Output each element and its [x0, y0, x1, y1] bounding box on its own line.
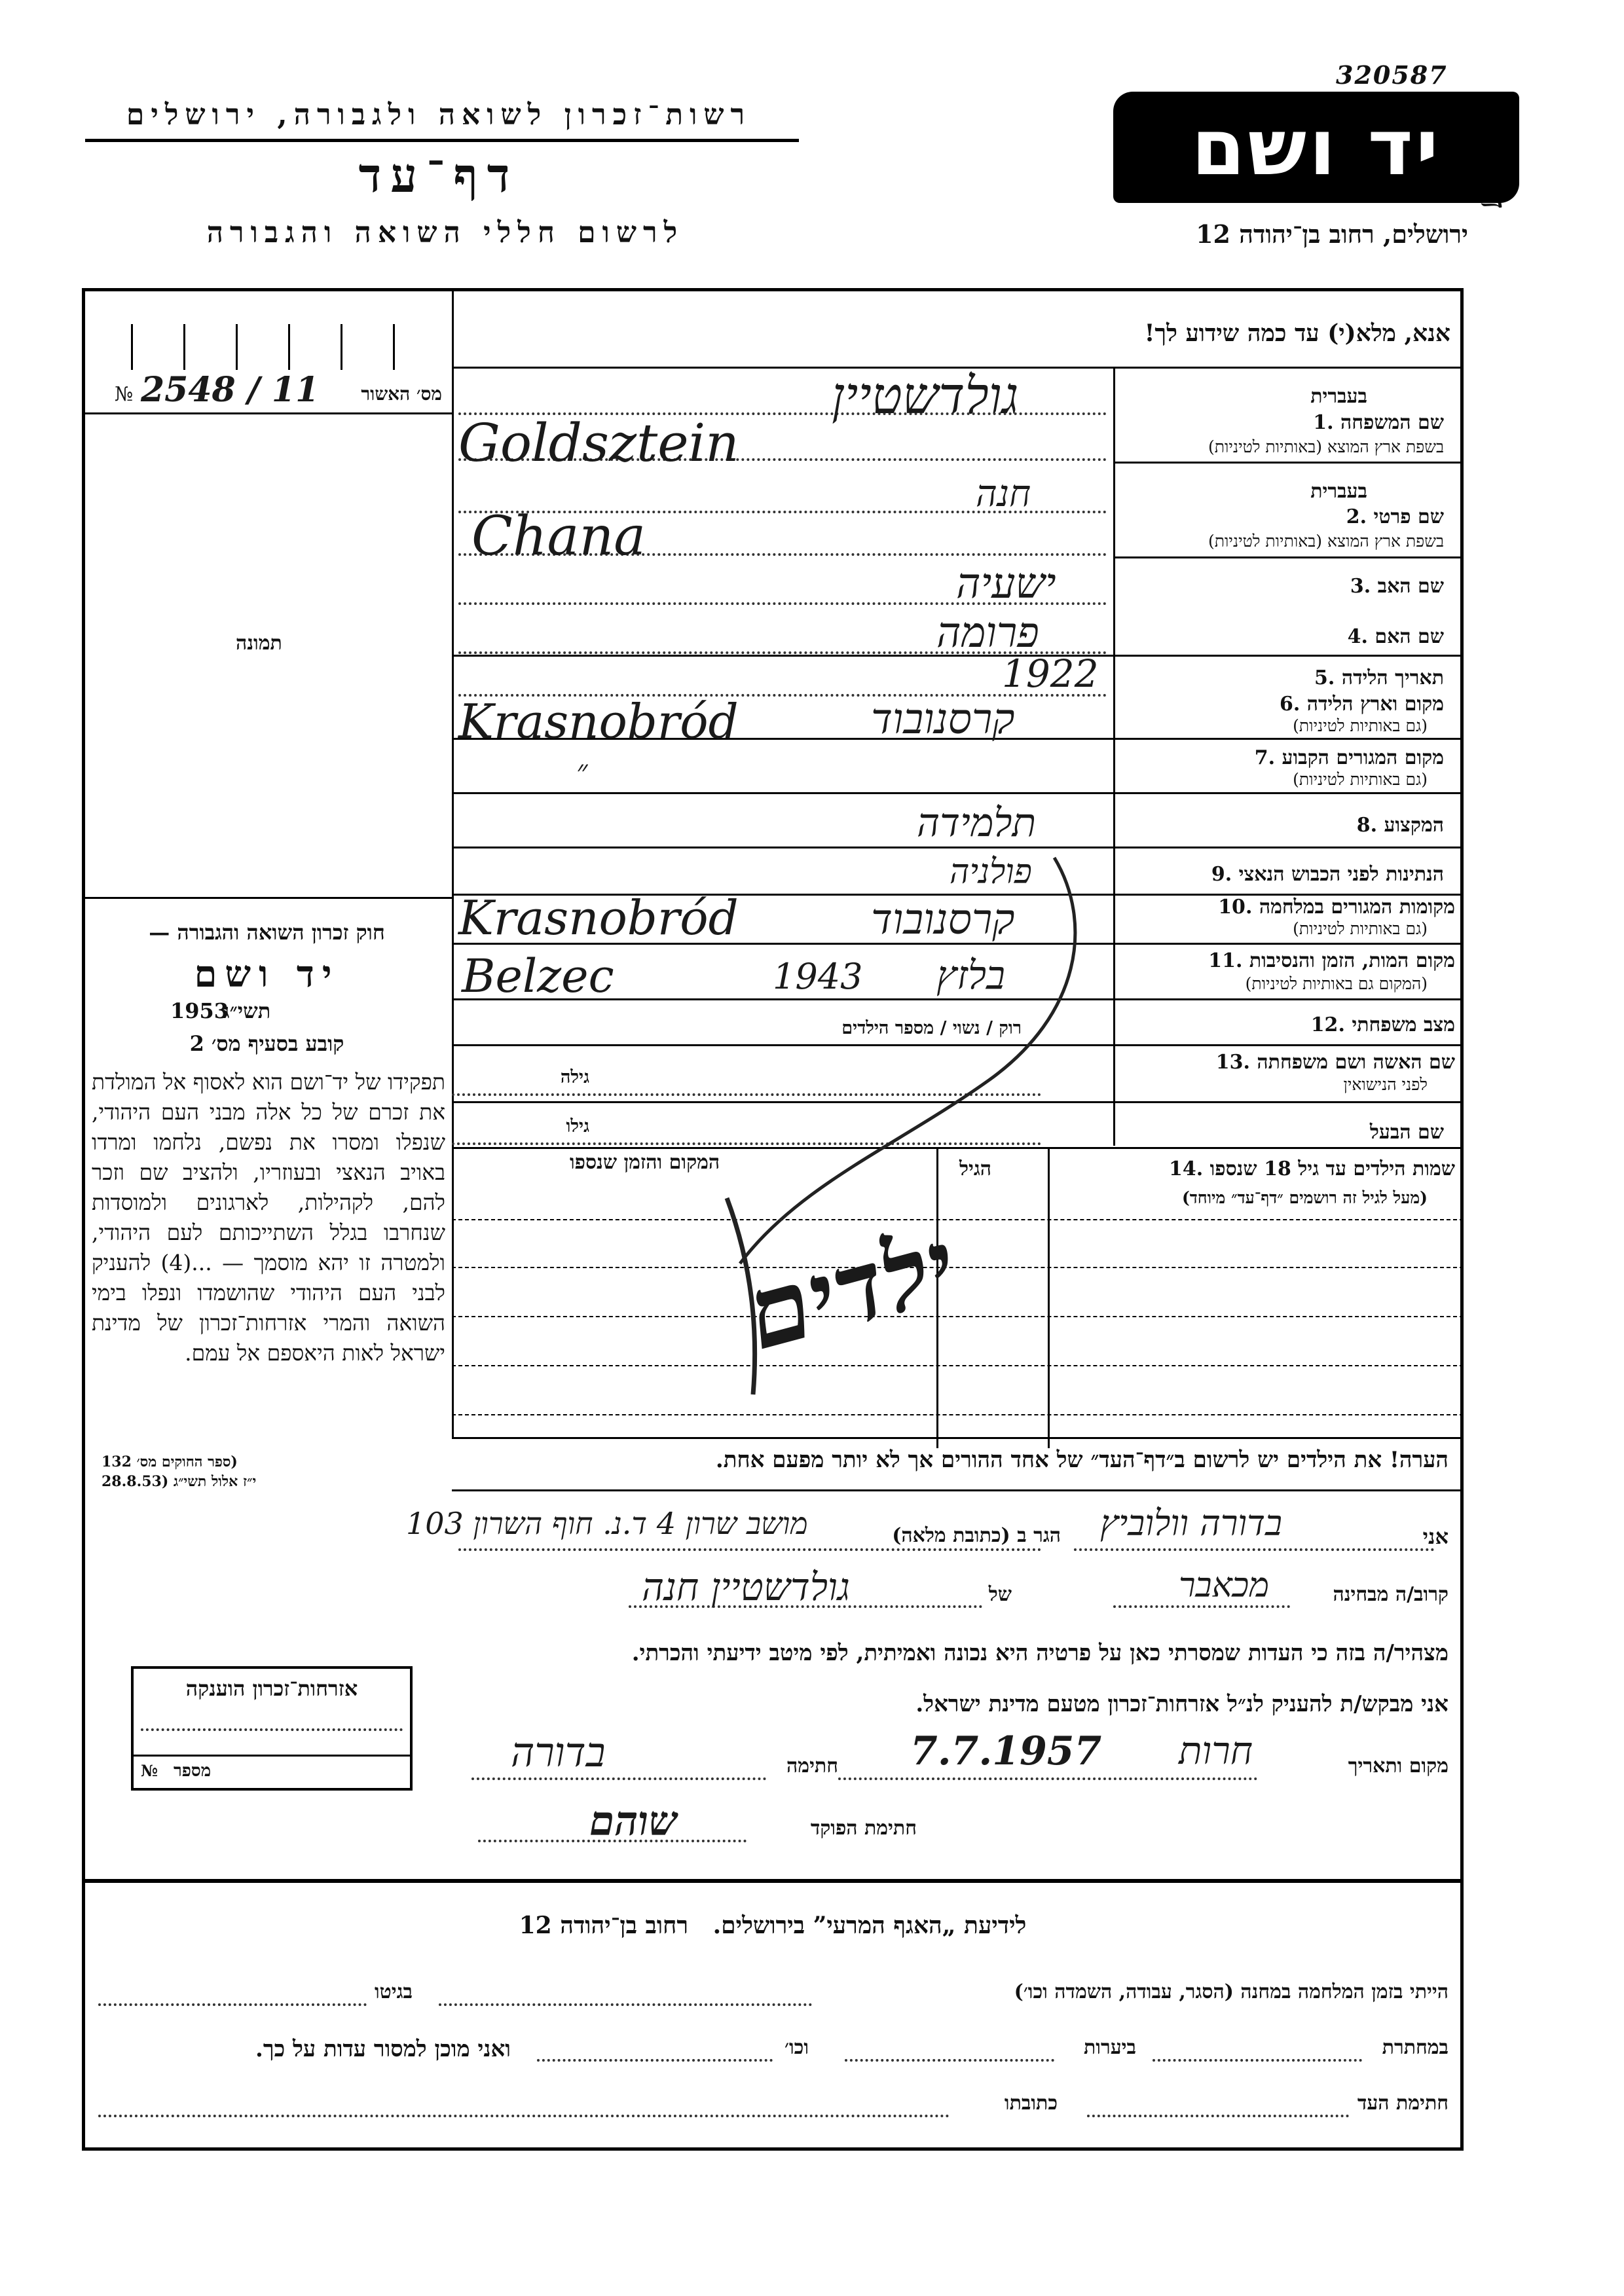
footer-line1-b: בגיטו: [374, 1980, 413, 2003]
law-ref-2: י״ז אלול תשי״ג (28.8.53: [101, 1473, 257, 1490]
field-13-age-label: גילה: [560, 1067, 589, 1087]
field-6-label: מקום וארץ הלידה .6: [1279, 693, 1444, 716]
intro-text: אנא, מלא(י) עד כמה שידוע לך!: [1144, 319, 1450, 347]
authority-name: רשות־זכרון לשואה ולגבורה, ירושלים: [126, 98, 752, 132]
row-rule-2: [1113, 556, 1464, 558]
decl-resides-dots: [458, 1548, 1041, 1551]
decl-place-dots: [838, 1777, 1257, 1780]
field-11-sub: (המקום גם באותיות לטיניות): [1245, 974, 1428, 993]
citizenship-number-rule: [131, 1755, 413, 1757]
photo-label: תמונה: [236, 632, 282, 655]
citizenship-title: אזרחות־זכרון הוענקה: [185, 1676, 358, 1701]
field-10-text: מקומות המגורים במלחמה: [1259, 896, 1455, 919]
footer-top-rule: [82, 1879, 1464, 1883]
footer-title: [82, 1912, 1464, 1939]
field-12-label: מצב משפחתי .12: [1310, 1013, 1455, 1036]
decl-officer-value: שוהם: [589, 1797, 678, 1845]
field-3-label: שם האב .3: [1350, 575, 1444, 598]
approval-label: מס׳ האשור: [361, 383, 442, 405]
approval-ticks: [92, 324, 445, 370]
field-14-sub: (מעל לגיל זה רושמים ״דף־עד״ מיוחד): [1181, 1188, 1428, 1207]
footer-line2-b: ביערות: [1083, 2036, 1136, 2059]
decl-of-value: גולדשטיין חנה: [642, 1565, 850, 1609]
page-subtitle: לרשום חללי השואה והגבורה: [206, 216, 684, 249]
footer-line1-dots-2: [98, 2003, 367, 2006]
citizenship-dots-1: [141, 1728, 403, 1731]
field-2-sub: בשפת ארץ המוצא (באותיות לטיניות): [1208, 532, 1444, 551]
field-3-value: ישעיה: [956, 560, 1056, 608]
field-7-text: מקום המגורים הקבוע: [1282, 746, 1444, 769]
field-9-label: הנתינות לפני הכבוש הנאצי .9: [1211, 863, 1444, 886]
field-10-sub: (גם באותיות לטיניות): [1293, 919, 1428, 938]
decl-date-value: 7.7.1957: [910, 1728, 1102, 1774]
footer-address: רחוב בן־יהודה 12: [519, 1912, 689, 1939]
law-body: תפקידו של יד־ושם הוא לאסוף אל המולדת את זכרם של כל אלה מבני העם היהודי, שנפלו ומסרו את נפשם, נלחמו ומרדו באויב הנאצי ובעוזריו, ולהציב שם וזכר להם, לקהילות, לארגונים ולמוסדות שנחרבו בגלל השתייכותם לעם היהודי, ולמטרה זו יהא מוסמך — ...(4) להעניק לבני העם היהודי שהושמדו ונפלו בימי השואה והמרי אזרחות־זכרון של מדינת ישראל לאות היאספם אל עמם.: [92, 1069, 445, 1366]
field-4-value: פרומה: [936, 609, 1039, 657]
footer-line3-dots-2: [98, 2115, 950, 2117]
field-9-value: פולניה: [950, 852, 1032, 892]
field-5-text: תאריך הלידה: [1341, 666, 1444, 689]
field-2-text: שם פרטי: [1373, 505, 1444, 528]
field-1-label: שם המשפחה .1: [1313, 411, 1444, 434]
decl-signature-label: חתימה: [786, 1755, 838, 1777]
field-3-text: שם האב: [1377, 575, 1444, 598]
field-1-text: שם המשפחה: [1340, 411, 1444, 434]
field-11-hebrew-value: בלזץ: [936, 953, 1005, 998]
decl-request: אני מבקש/ת להעניק לנ״ל אזרחות־זכרון מטעם מדינת ישראל.: [915, 1691, 1449, 1717]
field-2-hebrew-value: חנה: [976, 473, 1031, 515]
field-5-label: תאריך הלידה .5: [1314, 666, 1444, 689]
field-6-text: מקום וארץ הלידה: [1306, 693, 1444, 716]
logo-text: יד ושם: [1191, 102, 1441, 192]
footer-line3-b: כתובתו: [1004, 2092, 1058, 2115]
footer-line2-c: וכו׳: [784, 2036, 809, 2059]
field-10-hebrew-value: קרסנובוד: [871, 896, 1015, 944]
field-6-latin-value: Krasnobród: [458, 694, 739, 749]
field-7-value: ״: [576, 753, 588, 788]
field-11-year: 1943: [773, 956, 863, 997]
footer-line1-a: הייתי בזמן המלחמה במחנה (הסגר, עבודה, השמדה וכו׳): [1014, 1980, 1449, 2003]
stamp-text: ילדים: [735, 1207, 968, 1373]
note-top-rule: [452, 1437, 1464, 1439]
decl-signature-value: בדורה: [511, 1728, 606, 1776]
citizenship-number-label: מספר: [174, 1761, 212, 1781]
footer-line3-a: חתימת העד: [1357, 2092, 1449, 2115]
field-6-hebrew-value: קרסנובוד: [871, 695, 1015, 744]
decl-relative-value: מכאבר: [1179, 1566, 1270, 1605]
children-col-age: הגיל: [959, 1157, 992, 1180]
field-2-label: שם פרטי .2: [1346, 505, 1444, 528]
corner-number: 320587: [1336, 60, 1448, 90]
field-4-text: שם האם: [1375, 625, 1444, 648]
header-address: ירושלים, רחוב בן־יהודה 12: [1196, 219, 1468, 249]
field-14-label: שמות הילדים עד גיל 18 שנספו .14: [1168, 1157, 1455, 1180]
footer-title-text: לידיעת „האגף המרעי” בירושלים.: [712, 1912, 1027, 1939]
citizenship-no-mark: №: [141, 1761, 158, 1780]
yad-vashem-logo: [1113, 92, 1519, 203]
row-rule-7: [452, 792, 1464, 794]
field-5-value: 1922: [1002, 651, 1099, 696]
children-col-place: המקום והזמן שנספו: [570, 1151, 720, 1174]
law-name: יד ושם: [194, 953, 340, 996]
field-10-label: מקומות המגורים במלחמה .10: [1218, 896, 1455, 919]
field-9-text: הנתינות לפני הכבוש הנאצי: [1238, 863, 1444, 886]
field-7-sub: (גם באותיות לטיניות): [1293, 770, 1428, 789]
approval-no-mark: №: [115, 383, 134, 406]
field-1-sub: בשפת ארץ המוצא (באותיות לטיניות): [1208, 437, 1444, 456]
husband-label: שם הבעל: [1369, 1121, 1444, 1144]
field-11-label: מקום המות, הזמן והנסיבות .11: [1208, 949, 1455, 972]
field-12-text: מצב משפחתי: [1352, 1013, 1455, 1036]
footer-line3-dots-1: [1087, 2115, 1349, 2117]
decl-resides-label: הגר ב (כתובת מלאה): [892, 1524, 1061, 1547]
field-4-label: שם האם .4: [1347, 625, 1444, 648]
law-ref-1: (ספר החוקים מס׳ 132: [101, 1453, 238, 1470]
footer-line2-dots-3: [537, 2059, 773, 2062]
note-text: הערה! את הילדים יש לרשום ב״דף־העד״ של אחד ההורים אך לא יותר מפעם אחת.: [715, 1447, 1449, 1473]
law-box-top-rule: [82, 897, 452, 899]
field-10-latin-value: Krasnobród: [458, 890, 739, 945]
field-13-text: שם האשה ושם משפחתה: [1257, 1051, 1455, 1074]
hebrew-tag-1: בעברית: [1310, 385, 1367, 408]
law-heading: חוק זכרון השואה והגבורה —: [149, 920, 385, 945]
field-13-label: שם האשה ושם משפחתה .13: [1215, 1051, 1455, 1074]
field-2-latin-value: Chana: [471, 505, 646, 568]
decl-statement: מצהיר/ה בזה כי העדות שמסרתי כאן על פרטיה היא נכונה ואמיתית, לפי מיטב ידיעתי והכרתי.: [631, 1640, 1449, 1666]
decl-of-label: של: [988, 1583, 1012, 1606]
law-year: 1953: [170, 998, 229, 1023]
field-6-sub: (גם באותיות לטיניות): [1293, 716, 1428, 735]
decl-i-dots: [1074, 1548, 1434, 1551]
field-1-latin-value: Goldsztein: [458, 412, 739, 473]
footer-line2-a: במחתרת: [1382, 2036, 1449, 2059]
page-title: דף־עד: [358, 147, 519, 203]
left-column-divider: [452, 288, 454, 1437]
approval-value: 2548 / 11: [141, 370, 320, 410]
hebrew-tag-2: בעברית: [1310, 480, 1367, 503]
field-8-text: המקצוע: [1384, 814, 1444, 837]
footer-line1-dots-1: [439, 2003, 812, 2006]
field-14-text: שמות הילדים עד גיל 18 שנספו: [1209, 1157, 1455, 1180]
field-13-sub: לפני הנישואין: [1343, 1075, 1428, 1094]
decl-resides-value: מושב שרון 4 ד.נ. חוף השרון 103: [406, 1506, 808, 1541]
decl-relative-dots: [1113, 1605, 1290, 1608]
field-7-label: מקום המגורים הקבוע .7: [1254, 746, 1444, 769]
field-8-value: תלמידה: [917, 800, 1037, 846]
decl-place-value: חרות: [1179, 1728, 1253, 1773]
decl-signature-dots: [471, 1777, 766, 1780]
header-rule: [85, 139, 799, 142]
law-year-heb: תשי״ג: [223, 998, 271, 1023]
note-bottom-rule: [452, 1489, 1464, 1491]
footer-line2-dots-2: [845, 2059, 1054, 2062]
field-1-hebrew-value: גולדשטיין: [832, 367, 1019, 426]
decl-i-label: אני: [1422, 1524, 1449, 1549]
husband-age-label: גילו: [566, 1116, 589, 1137]
law-clause: קובע בסעיף מס׳ 2: [189, 1031, 344, 1056]
decl-i-value: בדורה וולוביץ: [1100, 1503, 1283, 1544]
field-8-label: המקצוע .8: [1356, 814, 1444, 837]
approval-rule: [82, 412, 452, 414]
decl-place-date-label: מקום ותאריך: [1348, 1755, 1449, 1777]
field-12-options: רוק / נשוי / מספר הילדים: [841, 1018, 1022, 1038]
field-11-latin-value: Belzec: [462, 949, 614, 1003]
decl-officer-label: חתימת הפוקד: [810, 1817, 917, 1840]
decl-relative-label: קרוב/ה מבחינה: [1333, 1583, 1449, 1606]
row-rule-1: [1113, 462, 1464, 464]
footer-line2-d: ואני מוכן למסור עדות על כך.: [255, 2036, 511, 2062]
field-11-text: מקום המות, הזמן והנסיבות: [1249, 949, 1455, 972]
footer-line2-dots-1: [1153, 2059, 1362, 2062]
